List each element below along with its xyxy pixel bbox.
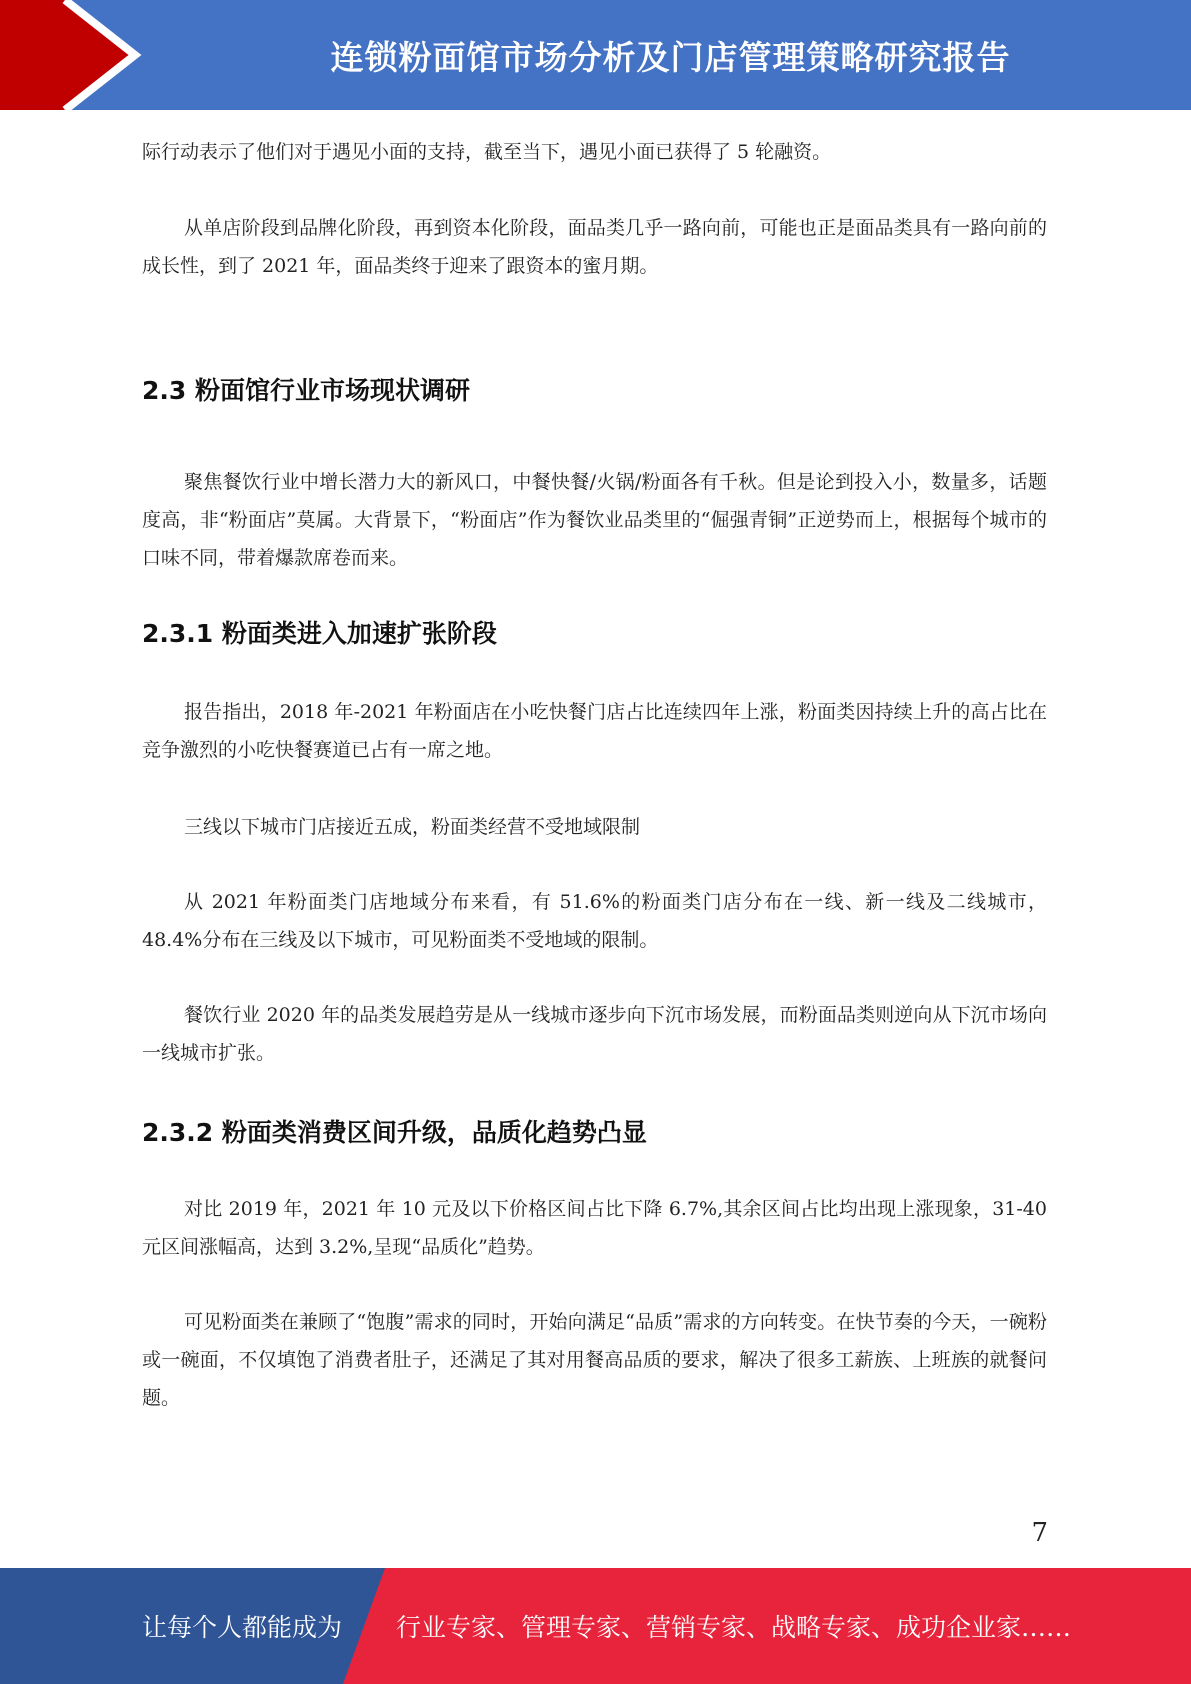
paragraph: 从单店阶段到品牌化阶段，再到资本化阶段，面品类几乎一路向前，可能也正是面品类具有一路向前的成长性，到了 2021 年，面品类终于迎来了跟资本的蜜月期。 <box>142 217 1047 277</box>
report-title: 连锁粉面馆市场分析及门店管理策略研究报告 <box>330 37 1011 77</box>
paragraph: 可见粉面类在兼顾了“饱腹”需求的同时，开始向满足“品质”需求的方向转变。在快节奏的今天，一碗粉或一碗面，不仅填饱了消费者肚子，还满足了其对用餐高品质的要求，解决了很多工薪族、上班族的就餐问题。 <box>142 1311 1047 1409</box>
footer-slogan-left: 让每个人都能成为 <box>142 1613 343 1642</box>
section-heading-2-3-1: 2.3.1 粉面类进入加速扩张阶段 <box>142 619 497 648</box>
paragraph: 际行动表示了他们对于遇见小面的支持，截至当下，遇见小面已获得了 5 轮融资。 <box>142 141 832 163</box>
header-arrow-decoration <box>0 0 150 110</box>
paragraph: 对比 2019 年，2021 年 10 元及以下价格区间占比下降 6.7%,其余区间占比均出现上涨现象，31-40 元区间涨幅高，达到 3.2%,呈现“品质化”趋势。 <box>142 1198 1047 1258</box>
paragraph: 报告指出，2018 年-2021 年粉面店在小吃快餐门店占比连续四年上涨，粉面类因持续上升的高占比在竞争激烈的小吃快餐赛道已占有一席之地。 <box>142 701 1047 761</box>
footer-slogan-right: 行业专家、管理专家、营销专家、战略专家、成功企业家…… <box>396 1613 1072 1642</box>
paragraph: 餐饮行业 2020 年的品类发展趋劳是从一线城市逐步向下沉市场发展，而粉面品类则逆向从下沉市场向一线城市扩张。 <box>142 1004 1047 1064</box>
page-header <box>0 0 1191 110</box>
section-heading-2-3-2: 2.3.2 粉面类消费区间升级，品质化趋势凸显 <box>142 1118 647 1147</box>
page-footer <box>0 1568 1191 1684</box>
section-heading-2-3: 2.3 粉面馆行业市场现状调研 <box>142 376 470 405</box>
paragraph: 从 2021 年粉面类门店地域分布来看，有 51.6%的粉面类门店分布在一线、新一线及二线城市，48.4%分布在三线及以下城市，可见粉面类不受地域的限制。 <box>142 891 1047 951</box>
paragraph: 三线以下城市门店接近五成，粉面类经营不受地域限制 <box>184 816 641 838</box>
paragraph: 聚焦餐饮行业中增长潜力大的新风口，中餐快餐/火锅/粉面各有千秋。但是论到投入小，数量多，话题度高，非“粉面店”莫属。大背景下，“粉面店”作为餐饮业品类里的“倔强青铜”正逆势而上，根据每个城市的口味不同，带着爆款席卷而来。 <box>142 471 1047 569</box>
page-number: 7 <box>1031 1518 1048 1548</box>
